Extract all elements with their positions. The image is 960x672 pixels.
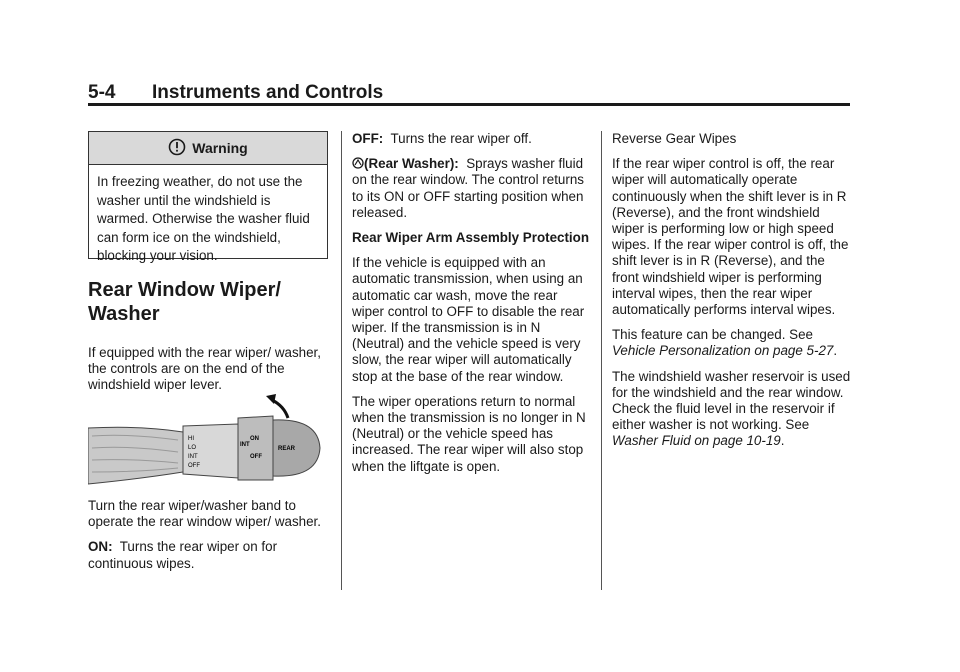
section-title-line1: Rear Window Wiper/ [88, 279, 281, 301]
label-lo: LO [188, 445, 197, 451]
washer-label: (Rear Washer): [364, 156, 459, 172]
reservoir-text: The windshield washer reservoir is used for the windshield and the rear window. Check the fluid level in the reservoir if either washer is not working. See [612, 368, 851, 433]
label-int-rear: INT [240, 442, 250, 448]
label-int-front: INT [188, 454, 198, 460]
column-1-lower [88, 498, 328, 581]
on-label: ON: [88, 539, 113, 555]
label-off-front: OFF [188, 463, 200, 469]
rear-washer-icon [352, 156, 364, 171]
feature-text: This feature can be changed. See [612, 327, 813, 343]
on-paragraph [88, 539, 328, 571]
feature-paragraph: This feature can be changed. See Vehicle Personalization on page 5-27. [612, 327, 838, 359]
warning-header [89, 132, 327, 165]
off-label: OFF: [352, 131, 384, 146]
warning-title: Warning [192, 140, 248, 156]
washer-text: Sprays washer fluid on the rear window. The control returns to its ON or OFF starting position when released. [352, 156, 584, 220]
section-title [88, 278, 328, 326]
page-number: 5-4 [88, 82, 116, 103]
page-header [88, 80, 850, 104]
reverse-heading: Reverse Gear Wipes [612, 131, 737, 146]
warning-text: In freezing weather, do not use the washer until the windshield is warmed. Otherwise the washer fluid can form ice on the windshield, blocking your vision. [97, 174, 310, 264]
off-paragraph [352, 131, 592, 147]
washer-paragraph [352, 156, 592, 221]
reverse-paragraph: If the rear wiper control is off, the rear wiper will automatically operate continuously when the shift lever is in R (Reverse), and the front windshield wiper is performing low or high speed wipes. If the rear wiper control is off, the shift lever is in R (Reverse), and the front windshield wiper is performing interval wipes, then the rear wiper automatically performs interval wipes. [612, 156, 849, 318]
intro-paragraph: If equipped with the rear wiper/ washer, the controls are on the end of the windshield wiper lever. [88, 345, 321, 393]
label-hi: HI [188, 436, 194, 442]
arm-paragraph: If the vehicle is equipped with an automatic transmission, when using an automatic car wash, move the rear wiper control to OFF to disable the rear wiper. If the transmission is in N (Neutral) and the vehicle speed is very slow, the rear wiper will automatically stop at the base of the rear window. [352, 255, 585, 384]
warning-box [88, 131, 328, 264]
label-off: OFF [250, 454, 262, 460]
reservoir-paragraph: The windshield washer reservoir is used for the windshield and the rear window. Check the fluid level in the reservoir if either washer is not working. See Washer Fluid on page 10-19. [612, 368, 851, 449]
feature-link[interactable]: Vehicle Personalization on page 5-27 [612, 343, 834, 359]
reservoir-link[interactable]: Washer Fluid on page 10-19 [612, 433, 781, 449]
on-text: Turns the rear wiper on for continuous wipes. [88, 539, 278, 571]
column-3 [612, 131, 852, 459]
header-rule [88, 103, 850, 106]
label-on: ON [250, 436, 259, 442]
return-paragraph: The wiper operations return to normal when the transmission is no longer in N (Neutral) or the vehicle speed has increased. The rear wiper will also stop when the liftgate is open. [352, 393, 586, 474]
section-title-line2: Washer [88, 303, 160, 325]
chapter-title: Instruments and Controls [152, 82, 384, 103]
label-rear: REAR [278, 446, 296, 452]
warning-icon [168, 138, 186, 159]
turn-paragraph: Turn the rear wiper/washer band to operate the rear window wiper/ washer. [88, 498, 321, 530]
wiper-lever-figure [88, 388, 328, 488]
column-divider-2 [601, 131, 602, 590]
column-2 [352, 131, 592, 484]
off-text: Turns the rear wiper off. [390, 131, 532, 146]
column-divider-1 [341, 131, 342, 590]
arm-heading: Rear Wiper Arm Assembly Protection [352, 230, 590, 246]
